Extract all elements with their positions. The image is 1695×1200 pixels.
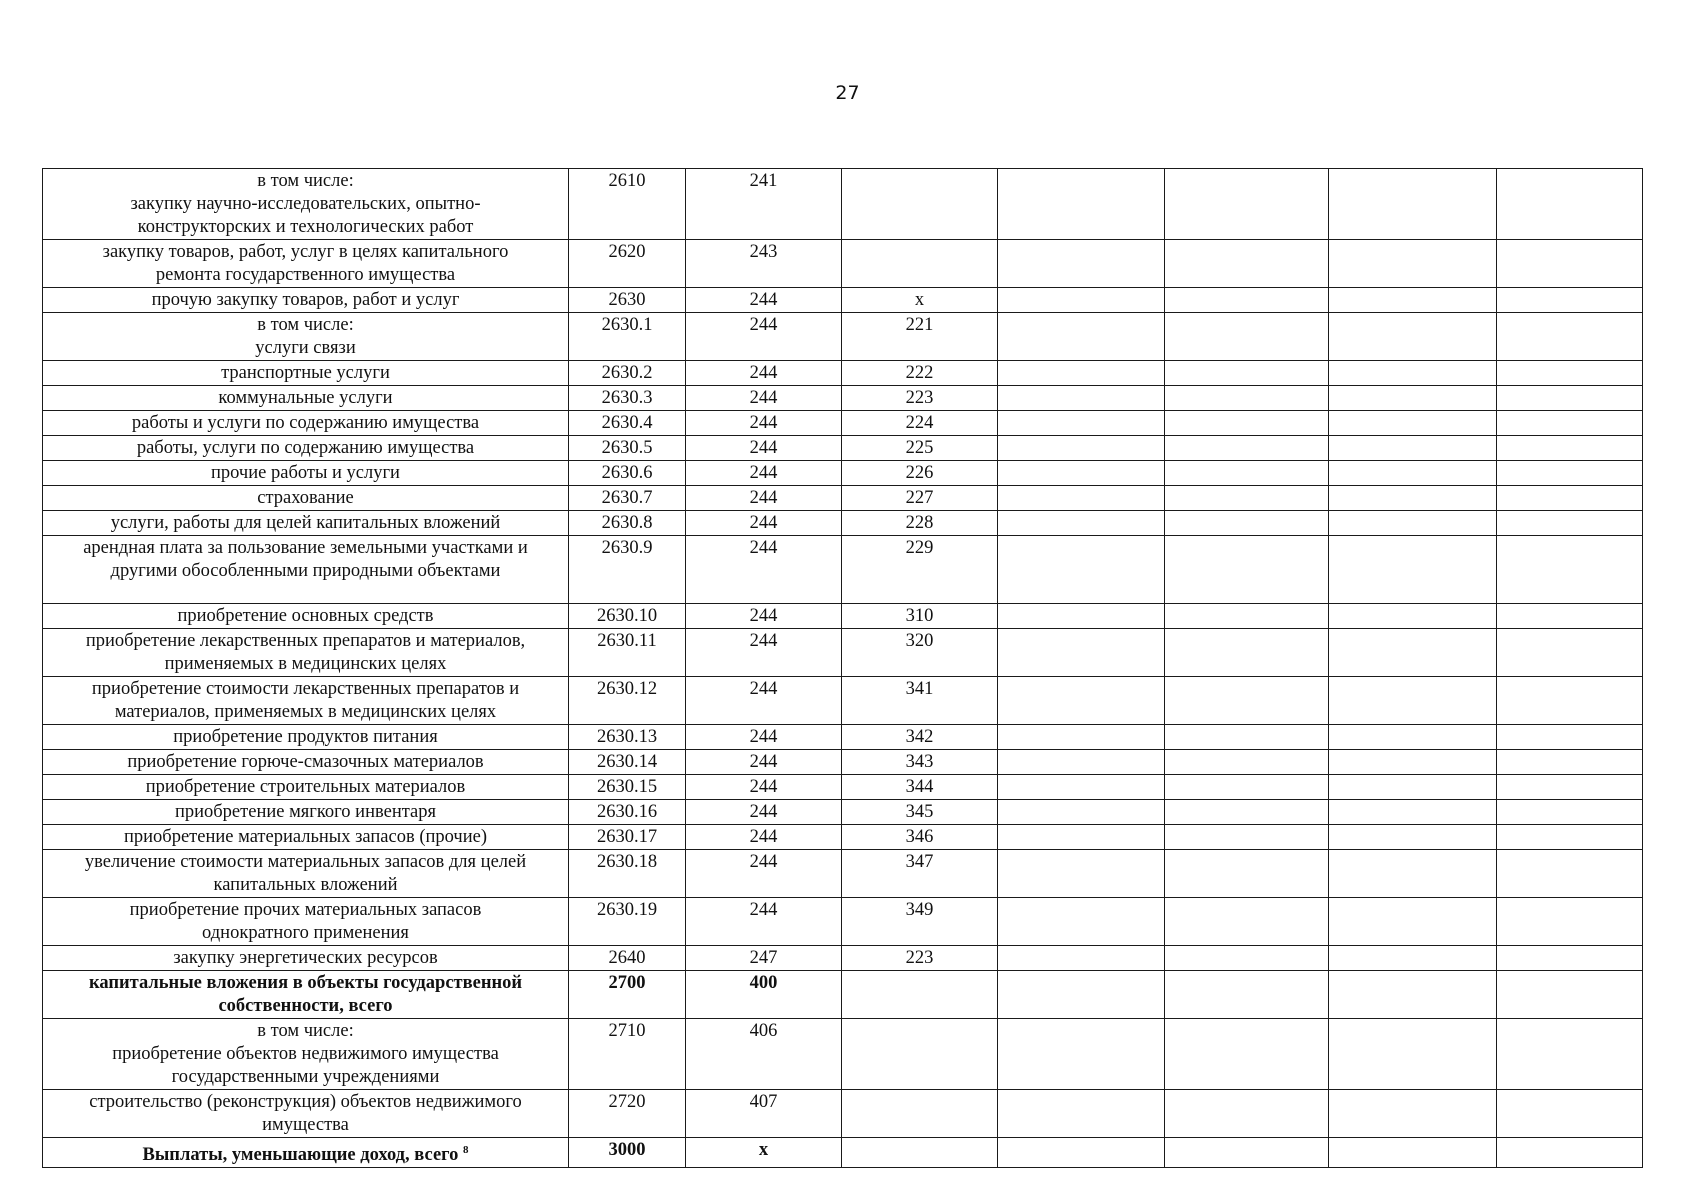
table-row — [43, 750, 1643, 775]
footnote-marker: 8 — [462, 1144, 469, 1156]
value-cell — [1165, 461, 1329, 486]
value-cell — [1165, 1090, 1329, 1138]
value-cell — [1497, 411, 1643, 436]
value-cell — [1329, 750, 1497, 775]
value-cell — [1329, 1090, 1497, 1138]
row-code: 2630.2 — [569, 361, 686, 386]
row-kbk: 244 — [686, 461, 842, 486]
row-kbk: 244 — [686, 604, 842, 629]
value-cell — [1497, 436, 1643, 461]
value-cell — [1329, 511, 1497, 536]
value-cell — [1329, 604, 1497, 629]
value-cell — [1165, 169, 1329, 240]
value-cell — [1329, 946, 1497, 971]
row-code: 2630.15 — [569, 775, 686, 800]
value-cell — [1329, 677, 1497, 725]
row-code: 2630.4 — [569, 411, 686, 436]
row-kbk: 244 — [686, 800, 842, 825]
row-code: 2630.19 — [569, 898, 686, 946]
row-name-line: прочую закупку товаров, работ и услуг — [151, 290, 460, 310]
table-row — [43, 725, 1643, 750]
value-cell — [998, 386, 1165, 411]
row-kbk: 400 — [686, 971, 842, 1019]
table-row — [43, 169, 1643, 240]
row-code: 2630.10 — [569, 604, 686, 629]
row-code: 2720 — [569, 1090, 686, 1138]
row-kosgu: 228 — [842, 511, 998, 536]
row-kosgu: 342 — [842, 725, 998, 750]
value-cell — [998, 486, 1165, 511]
row-kbk: 244 — [686, 850, 842, 898]
value-cell — [1329, 169, 1497, 240]
value-cell — [1329, 775, 1497, 800]
row-code: 2620 — [569, 240, 686, 288]
row-kosgu: 345 — [842, 800, 998, 825]
value-cell — [1165, 411, 1329, 436]
row-kbk: 244 — [686, 411, 842, 436]
value-cell — [1165, 361, 1329, 386]
value-cell — [1165, 971, 1329, 1019]
table-row — [43, 436, 1643, 461]
value-cell — [1165, 313, 1329, 361]
total-row-code: 3000 — [569, 1138, 686, 1168]
row-name-line: материалов, применяемых в медицинских целях — [114, 702, 497, 722]
row-kosgu: 223 — [842, 946, 998, 971]
row-code: 2610 — [569, 169, 686, 240]
row-kosgu: х — [842, 288, 998, 313]
value-cell — [998, 629, 1165, 677]
row-code: 2630.11 — [569, 629, 686, 677]
row-code: 2630.7 — [569, 486, 686, 511]
row-kosgu: 226 — [842, 461, 998, 486]
row-name — [43, 536, 569, 604]
row-name-line: приобретение горюче-смазочных материалов — [127, 752, 484, 772]
table-row — [43, 1019, 1643, 1090]
row-name — [43, 411, 569, 436]
value-cell — [1165, 677, 1329, 725]
row-name-line: приобретение продуктов питания — [173, 727, 438, 747]
row-name — [43, 750, 569, 775]
value-cell — [1497, 169, 1643, 240]
value-cell — [1165, 629, 1329, 677]
row-kbk: 244 — [686, 775, 842, 800]
row-name-line: услуги, работы для целей капитальных вложений — [110, 513, 501, 533]
value-cell — [1497, 486, 1643, 511]
row-kbk: 244 — [686, 725, 842, 750]
row-name-line: закупку товаров, работ, услуг в целях капитального — [102, 242, 509, 262]
value-cell — [998, 604, 1165, 629]
row-code: 2710 — [569, 1019, 686, 1090]
table-row — [43, 536, 1643, 604]
row-name — [43, 288, 569, 313]
table-row — [43, 946, 1643, 971]
row-name — [43, 1019, 569, 1090]
row-code: 2630 — [569, 288, 686, 313]
row-kosgu: 349 — [842, 898, 998, 946]
value-cell — [1497, 725, 1643, 750]
value-cell — [1497, 677, 1643, 725]
value-cell — [1329, 1019, 1497, 1090]
row-code: 2630.16 — [569, 800, 686, 825]
table-row — [43, 850, 1643, 898]
total-row — [43, 1138, 1643, 1168]
value-cell — [1497, 1138, 1643, 1168]
row-name-line: закупку энергетических ресурсов — [173, 948, 438, 968]
row-name-line: приобретение материальных запасов (прочие) — [124, 827, 487, 847]
value-cell — [1165, 386, 1329, 411]
page-number: 27 — [835, 82, 860, 104]
row-name-line: имущества — [262, 1115, 349, 1135]
row-name — [43, 825, 569, 850]
table-body — [43, 169, 1643, 1168]
row-name-line: страхование — [257, 488, 354, 508]
row-name-line: в том числе: — [257, 1021, 354, 1041]
row-kosgu: 222 — [842, 361, 998, 386]
value-cell — [1497, 1019, 1643, 1090]
value-cell — [998, 511, 1165, 536]
row-name-line: арендная плата за пользование земельными участками и — [83, 538, 528, 558]
row-kosgu — [842, 1019, 998, 1090]
value-cell — [1497, 536, 1643, 604]
row-kosgu: 344 — [842, 775, 998, 800]
row-name-line: приобретение строительных материалов — [145, 777, 466, 797]
value-cell — [1329, 436, 1497, 461]
row-name-line: приобретение основных средств — [177, 606, 434, 626]
table-row — [43, 288, 1643, 313]
value-cell — [998, 725, 1165, 750]
value-cell — [1329, 486, 1497, 511]
table-row — [43, 411, 1643, 436]
value-cell — [1165, 850, 1329, 898]
row-name — [43, 850, 569, 898]
row-code: 2630.14 — [569, 750, 686, 775]
total-row-kbk: х — [686, 1138, 842, 1168]
table-row — [43, 825, 1643, 850]
row-name-line: государственными учреждениями — [171, 1067, 440, 1087]
value-cell — [1165, 898, 1329, 946]
row-kbk: 244 — [686, 386, 842, 411]
value-cell — [1165, 536, 1329, 604]
row-name — [43, 604, 569, 629]
table-row — [43, 361, 1643, 386]
row-kosgu: 343 — [842, 750, 998, 775]
row-kbk: 407 — [686, 1090, 842, 1138]
value-cell — [998, 288, 1165, 313]
row-code: 2640 — [569, 946, 686, 971]
row-name — [43, 775, 569, 800]
row-name — [43, 461, 569, 486]
value-cell — [1497, 971, 1643, 1019]
row-kosgu — [842, 169, 998, 240]
total-row-name — [43, 1138, 569, 1168]
value-cell — [1497, 825, 1643, 850]
row-code: 2630.5 — [569, 436, 686, 461]
row-code: 2630.12 — [569, 677, 686, 725]
row-kosgu: 347 — [842, 850, 998, 898]
row-name-line: применяемых в медицинских целях — [164, 654, 447, 674]
table-row — [43, 971, 1643, 1019]
row-name-line: коммунальные услуги — [218, 388, 393, 408]
row-name — [43, 361, 569, 386]
value-cell — [1165, 775, 1329, 800]
value-cell — [1329, 288, 1497, 313]
value-cell — [1165, 240, 1329, 288]
row-name-line: приобретение объектов недвижимого имущества — [112, 1044, 499, 1064]
row-code: 2630.6 — [569, 461, 686, 486]
row-name — [43, 629, 569, 677]
row-kbk: 244 — [686, 825, 842, 850]
value-cell — [1329, 629, 1497, 677]
row-name-line: услуги связи — [255, 338, 356, 358]
row-name — [43, 511, 569, 536]
value-cell — [998, 361, 1165, 386]
row-name-line: транспортные услуги — [221, 363, 390, 383]
row-name-line: однократного применения — [202, 923, 409, 943]
row-name-line: капитальные вложения в объекты государственной — [88, 973, 523, 993]
row-name — [43, 1090, 569, 1138]
total-row-kosgu — [842, 1138, 998, 1168]
value-cell — [1497, 898, 1643, 946]
value-cell — [998, 461, 1165, 486]
row-kosgu: 310 — [842, 604, 998, 629]
table-row — [43, 629, 1643, 677]
value-cell — [998, 850, 1165, 898]
row-code: 2630.18 — [569, 850, 686, 898]
value-cell — [1329, 1138, 1497, 1168]
row-name-line: строительство (реконструкция) объектов недвижимого — [89, 1092, 522, 1112]
row-kbk: 406 — [686, 1019, 842, 1090]
row-name — [43, 386, 569, 411]
value-cell — [1165, 436, 1329, 461]
row-name-line: ремонта государственного имущества — [155, 265, 456, 285]
value-cell — [998, 946, 1165, 971]
row-name — [43, 169, 569, 240]
row-kosgu: 223 — [842, 386, 998, 411]
value-cell — [1329, 386, 1497, 411]
value-cell — [1165, 486, 1329, 511]
value-cell — [998, 1138, 1165, 1168]
row-code: 2630.17 — [569, 825, 686, 850]
value-cell — [998, 436, 1165, 461]
value-cell — [1329, 461, 1497, 486]
row-kosgu: 225 — [842, 436, 998, 461]
row-name — [43, 677, 569, 725]
table-row — [43, 800, 1643, 825]
row-name-line: увеличение стоимости материальных запасов для целей — [84, 852, 527, 872]
value-cell — [1497, 1090, 1643, 1138]
row-code: 2630.1 — [569, 313, 686, 361]
value-cell — [998, 775, 1165, 800]
value-cell — [998, 677, 1165, 725]
row-kosgu: 227 — [842, 486, 998, 511]
table-row — [43, 240, 1643, 288]
row-name — [43, 436, 569, 461]
row-name — [43, 725, 569, 750]
row-kbk: 244 — [686, 511, 842, 536]
row-code: 2630.9 — [569, 536, 686, 604]
row-name-line: прочие работы и услуги — [211, 463, 400, 483]
row-kbk: 244 — [686, 288, 842, 313]
value-cell — [1329, 725, 1497, 750]
row-kosgu: 221 — [842, 313, 998, 361]
row-name-line: в том числе: — [257, 315, 354, 335]
value-cell — [998, 898, 1165, 946]
row-kbk: 244 — [686, 436, 842, 461]
row-kbk: 241 — [686, 169, 842, 240]
value-cell — [1497, 511, 1643, 536]
value-cell — [1329, 898, 1497, 946]
value-cell — [1497, 750, 1643, 775]
row-kbk: 244 — [686, 898, 842, 946]
value-cell — [1329, 825, 1497, 850]
total-row-label: Выплаты, уменьшающие доход, всего — [142, 1145, 463, 1166]
value-cell — [1165, 604, 1329, 629]
row-name — [43, 898, 569, 946]
value-cell — [998, 1090, 1165, 1138]
value-cell — [1497, 386, 1643, 411]
row-kbk: 244 — [686, 536, 842, 604]
value-cell — [1497, 775, 1643, 800]
value-cell — [1165, 825, 1329, 850]
table-row — [43, 313, 1643, 361]
row-code: 2630.3 — [569, 386, 686, 411]
table-row — [43, 775, 1643, 800]
value-cell — [1497, 604, 1643, 629]
value-cell — [1329, 313, 1497, 361]
row-kbk: 244 — [686, 361, 842, 386]
row-name-line: приобретение прочих материальных запасов — [129, 900, 482, 920]
row-kosgu — [842, 971, 998, 1019]
value-cell — [1165, 511, 1329, 536]
row-kosgu: 341 — [842, 677, 998, 725]
value-cell — [1165, 288, 1329, 313]
table-row — [43, 677, 1643, 725]
row-name-line: в том числе: — [257, 171, 354, 191]
value-cell — [1329, 411, 1497, 436]
value-cell — [998, 800, 1165, 825]
table-row — [43, 604, 1643, 629]
value-cell — [1165, 725, 1329, 750]
value-cell — [1497, 288, 1643, 313]
row-name — [43, 800, 569, 825]
row-name-line: работы, услуги по содержанию имущества — [136, 438, 475, 458]
value-cell — [998, 169, 1165, 240]
value-cell — [1329, 361, 1497, 386]
value-cell — [1497, 313, 1643, 361]
value-cell — [1329, 850, 1497, 898]
row-code: 2700 — [569, 971, 686, 1019]
value-cell — [998, 1019, 1165, 1090]
value-cell — [1497, 946, 1643, 971]
row-name-line: приобретение мягкого инвентаря — [174, 802, 437, 822]
row-name — [43, 971, 569, 1019]
value-cell — [998, 240, 1165, 288]
row-kosgu: 320 — [842, 629, 998, 677]
row-name-line: конструкторских и технологических работ — [137, 217, 474, 237]
row-kosgu — [842, 240, 998, 288]
value-cell — [1497, 850, 1643, 898]
table-row — [43, 898, 1643, 946]
value-cell — [1329, 971, 1497, 1019]
value-cell — [1329, 536, 1497, 604]
table-row — [43, 1090, 1643, 1138]
row-name-line: другими обособленными природными объектами — [110, 561, 501, 581]
row-name-line: собственности, всего — [218, 996, 393, 1016]
row-kbk: 243 — [686, 240, 842, 288]
row-name-line: капитальных вложений — [213, 875, 398, 895]
row-kbk: 244 — [686, 677, 842, 725]
value-cell — [1497, 629, 1643, 677]
value-cell — [1329, 800, 1497, 825]
row-kosgu: 229 — [842, 536, 998, 604]
value-cell — [1165, 800, 1329, 825]
row-name-line: работы и услуги по содержанию имущества — [131, 413, 480, 433]
row-kosgu — [842, 1090, 998, 1138]
row-name — [43, 313, 569, 361]
table-row — [43, 511, 1643, 536]
value-cell — [1497, 461, 1643, 486]
row-kbk: 244 — [686, 486, 842, 511]
value-cell — [998, 313, 1165, 361]
value-cell — [998, 971, 1165, 1019]
row-name — [43, 240, 569, 288]
value-cell — [1165, 750, 1329, 775]
row-kosgu: 224 — [842, 411, 998, 436]
row-name-line: закупку научно-исследовательских, опытно- — [130, 194, 481, 214]
row-kosgu: 346 — [842, 825, 998, 850]
row-name — [43, 486, 569, 511]
row-kbk: 244 — [686, 629, 842, 677]
row-code: 2630.13 — [569, 725, 686, 750]
row-name — [43, 946, 569, 971]
row-name-line: приобретение лекарственных препаратов и материалов, — [85, 631, 526, 651]
value-cell — [998, 750, 1165, 775]
row-kbk: 244 — [686, 750, 842, 775]
row-kbk: 244 — [686, 313, 842, 361]
table-row — [43, 461, 1643, 486]
table-row — [43, 386, 1643, 411]
value-cell — [998, 825, 1165, 850]
budget-table — [42, 168, 1643, 1168]
value-cell — [998, 536, 1165, 604]
row-kbk: 247 — [686, 946, 842, 971]
value-cell — [1497, 800, 1643, 825]
value-cell — [1329, 240, 1497, 288]
value-cell — [998, 411, 1165, 436]
value-cell — [1165, 1019, 1329, 1090]
row-code: 2630.8 — [569, 511, 686, 536]
value-cell — [1497, 361, 1643, 386]
value-cell — [1165, 1138, 1329, 1168]
value-cell — [1165, 946, 1329, 971]
table-row — [43, 486, 1643, 511]
row-name-line: приобретение стоимости лекарственных препаратов и — [91, 679, 520, 699]
value-cell — [1497, 240, 1643, 288]
